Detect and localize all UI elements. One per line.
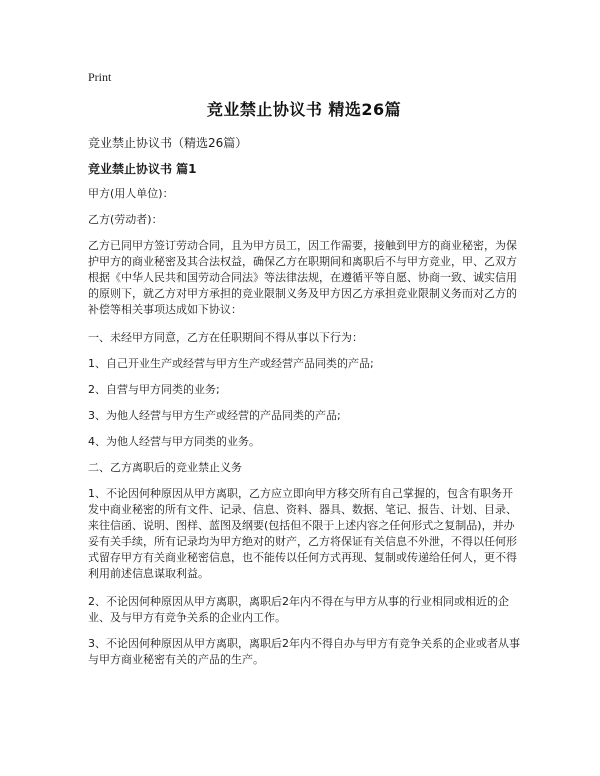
clause-one-item-3: 3、为他人经营与甲方生产或经营的产品同类的产品; <box>88 409 341 422</box>
party-a-line: 甲方(用人单位)： <box>88 187 174 200</box>
party-b-line: 乙方(劳动者)： <box>88 213 163 226</box>
document-subtitle: 竞业禁止协议书（精选26篇） <box>88 136 248 150</box>
clause-one-heading: 一、未经甲方同意，乙方在任职期间不得从事以下行为： <box>88 331 363 344</box>
print-link[interactable]: Print <box>88 70 112 84</box>
intro-paragraph: 乙方已同甲方签订劳动合同，且为甲方员工，因工作需要，接触到甲方的商业秘密，为保护甲方的商业秘密及其合法权益，确保乙方在职期间和离职后不与甲方竞业，甲、乙双方根据《中华人民共和国劳动合同法》等法律法规，在遵循平等自愿、协商一致、诚实信用的原则下，就乙方对甲方承担的竞业限制义务及甲方因乙方承担竞业限制义务而对乙方的补偿等相关事项达成如下协议： <box>88 239 517 316</box>
clause-two-heading: 二、乙方离职后的竞业禁止义务 <box>88 461 242 474</box>
clause-two-item-2: 2、不论因何种原因从甲方离职，离职后2年内不得在与甲方从事的行业相同或相近的企业、及与甲方有竞争关系的企业内工作。 <box>88 595 509 624</box>
clause-one-item-2: 2、自营与甲方同类的业务; <box>88 383 220 396</box>
clause-one-item-4: 4、为他人经营与甲方同类的业务。 <box>88 435 260 448</box>
section-heading: 竞业禁止协议书 篇1 <box>88 162 197 176</box>
clause-two-item-3: 3、不论因何种原因从甲方离职，离职后2年内不得自办与甲方有竞争关系的企业或者从事与甲方商业秘密有关的产品的生产。 <box>88 637 520 666</box>
clause-one-item-1: 1、自己开业生产或经营与甲方生产或经营产品同类的产品; <box>88 357 374 370</box>
clause-two-item-1: 1、不论因何种原因从甲方离职，乙方应立即向甲方移交所有自己掌握的，包含有职务开发中商业秘密的所有文件、记录、信息、资料、器具、数据、笔记、报告、计划、目录、来往信函、说明、图样、蓝图及纲要(包括但不限于上述内容之任何形式之复制品)，并办妥有关手续，所有记录均为甲方绝对的财产，乙方将保证有关信息不外泄，不得以任何形式留存甲方有关商业秘密信息，也不能传以任何方式再现、复制或传递给任何人，更不得利用前述信息谋取利益。 <box>88 487 517 580</box>
document-title: 竞业禁止协议书 精选26篇 <box>206 100 402 119</box>
